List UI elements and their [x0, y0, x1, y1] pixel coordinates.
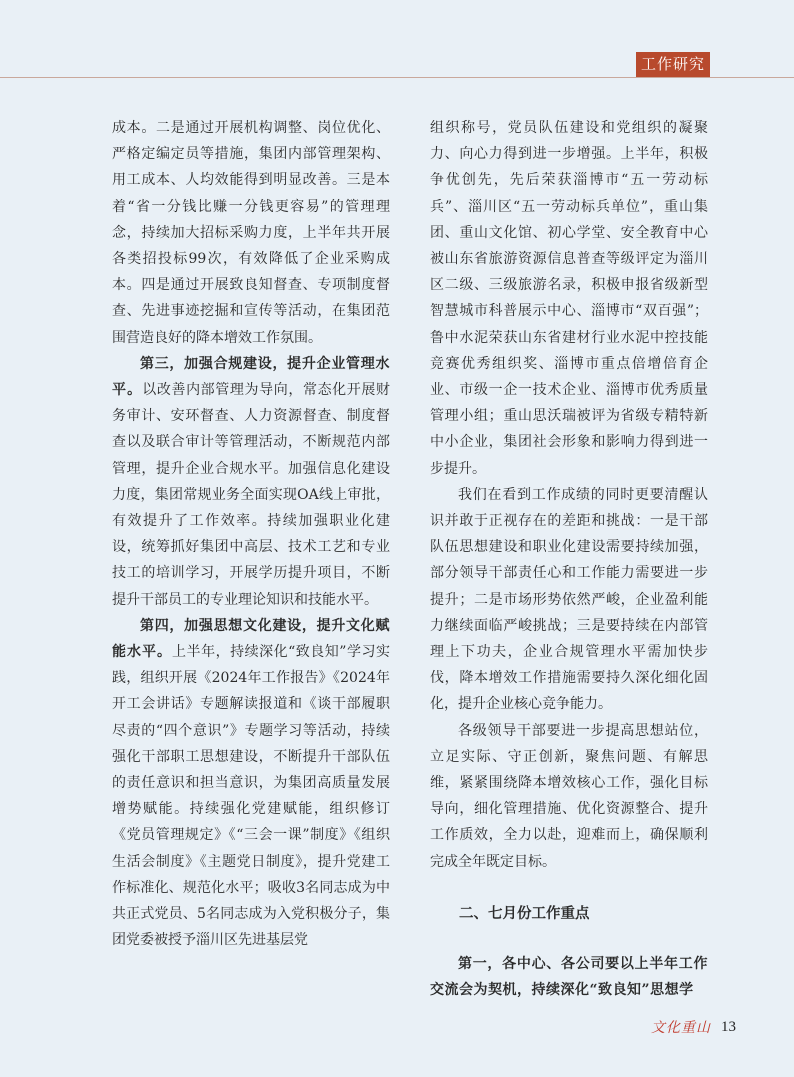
header-rule: [0, 77, 794, 78]
paragraph-body: 以改善内部管理为导向，常态化开展财务审计、安环督查、人力资源督查、制度督查以及联合审计等管理活动，不断规范内部管理，提升企业合规水平。加强信息化建设力度，集团常规业务全面实现OA线上审批，有效提升了工作效率。持续加强职业化建设，统筹抓好集团中高层、技术工艺和专业技工的培训学习，开展学历提升项目，不断提升干部员工的专业理论知识和技能水平。: [112, 382, 391, 608]
page-number: 13: [721, 1018, 736, 1035]
page-footer: [651, 1017, 736, 1037]
paragraph-lead: 第一，各中心、各公司要以上半年工作交流会为契机，持续深化“致良知”思想学: [430, 956, 708, 999]
section-tag: 工作研究: [636, 52, 710, 77]
paragraph: [112, 613, 390, 954]
paragraph: 各级领导干部要进一步提高思想站位，立足实际、守正创新，聚焦问题、有解思维，紧紧围绕降本增效核心工作，强化目标导向，细化管理措施、优化资源整合、提升工作质效，全力以赴，迎难而上，确保顺利完成全年既定目标。: [430, 722, 708, 870]
paragraph: 组织称号，党员队伍建设和党组织的凝聚力、向心力得到进一步增强。上半年，积极争优创先，先后荣获淄博市“五一劳动标兵”、淄川区“五一劳动标兵单位”，重山集团、重山文化馆、初心学堂、安全教育中心被山东省旅游资源信息普查等级评定为淄川区二级、三级旅游名录，积极申报省级新型智慧城市科普展示中心、淄博市“双百强”；鲁中水泥荣获山东省建材行业水泥中控技能竞赛优秀组织奖、淄博市重点倍增倍育企业、市级一企一技术企业、淄博市优秀质量管理小组；重山思沃瑞被评为省级专精特新中小企业，集团社会形象和影响力得到进一步提升。: [430, 120, 708, 477]
section-heading: 二、七月份工作重点: [459, 905, 590, 922]
paragraph-lead: 第三，加强合规建设，提升企业管理水平。: [112, 355, 390, 399]
paragraph: [112, 351, 390, 613]
paragraph: [430, 951, 708, 1003]
paragraph-body: 上半年，持续深化“致良知”学习实践，组织开展《2024年工作报告》《2024年开工会讲话》专题解读报道和《谈干部履职尽责的“四个意识”》专题学习等活动，持续强化干部职工思想建设，不断提升干部队伍的责任意识和担当意识，为集团高质量发展增势赋能。持续强化党建赋能，组织修订《党员管理规定》《“三会一课”制度》《组织生活会制度》《主题党日制度》，提升党建工作标准化、规范化水平；吸收3名同志成为中共正式党员、5名同志成为入党积极分子，集团党委被授予淄川区先进基层党: [112, 644, 390, 949]
paragraph-lead: 第四，加强思想文化建设，提升文化赋能水平。: [112, 617, 390, 661]
paragraph: 成本。二是通过开展机构调整、岗位优化、严格定编定员等措施，集团内部管理架构、用工成本、人均效能得到明显改善。三是本着“省一分钱比赚一分钱更容易”的管理理念，持续加大招标采购力度，上半年共开展各类招投标99次，有效降低了企业采购成本。四是通过开展致良知督查、专项制度督查、先进事迹挖掘和宣传等活动，在集团范围营造良好的降本增效工作氛围。: [112, 120, 390, 346]
paragraph: 我们在看到工作成绩的同时更要清醒认识并敢于正视存在的差距和挑战：一是干部队伍思想建设和职业化建设需要持续加强，部分领导干部责任心和工作能力需要进一步提升；二是市场形势依然严峻，企业盈利能力继续面临严峻挑战；三是要持续在内部管理上下功夫，企业合规管理水平需加快步伐，降本增效工作措施需要持久深化细化固化，提升企业核心竞争能力。: [430, 486, 708, 713]
left-column: [112, 115, 390, 954]
magazine-logo: 文化重山: [651, 1020, 711, 1036]
right-column: [430, 115, 708, 1004]
